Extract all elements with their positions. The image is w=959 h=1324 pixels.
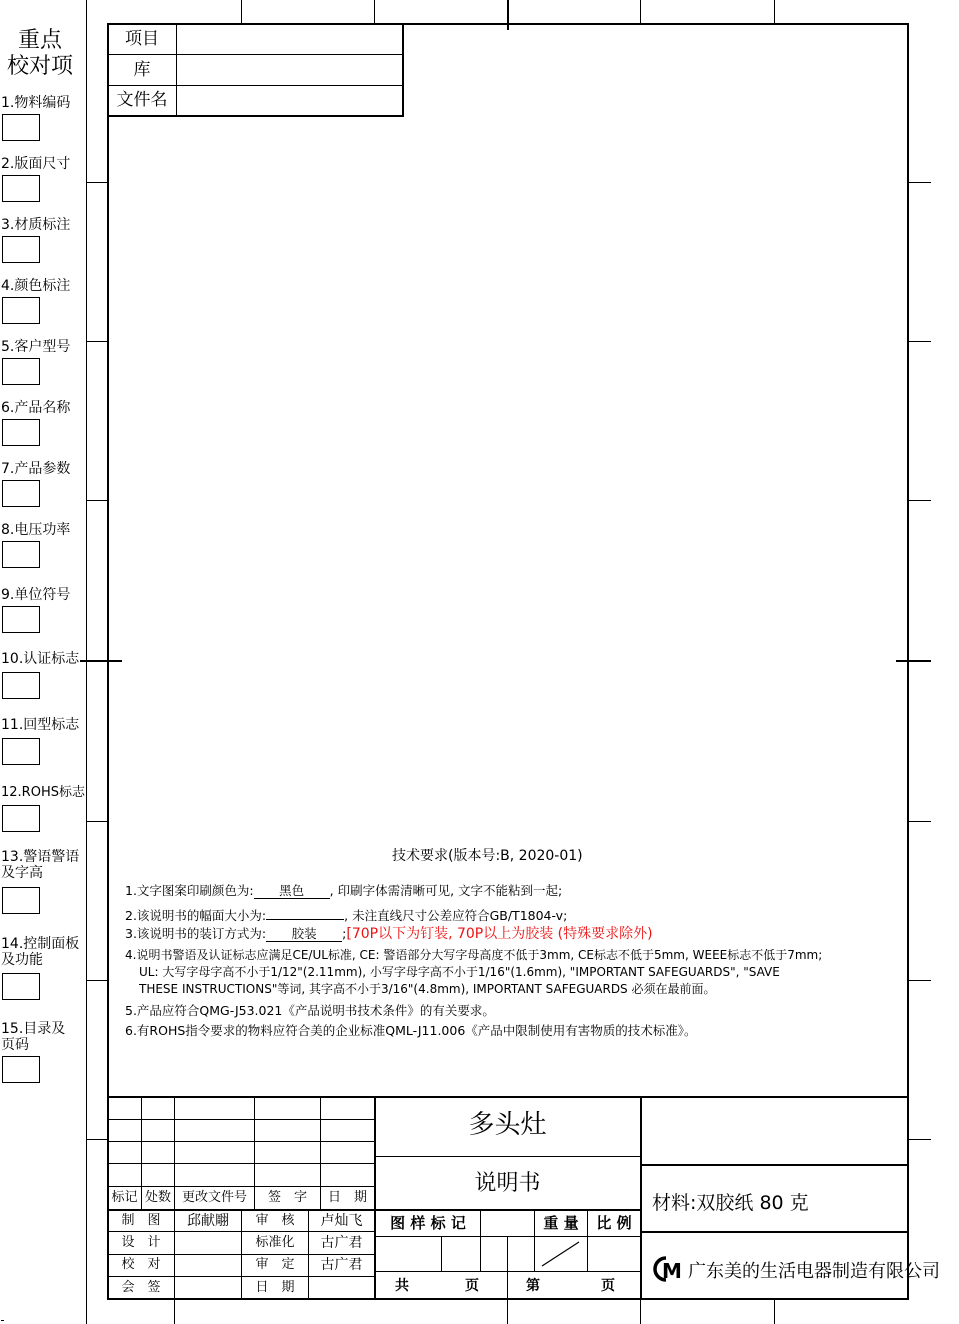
zone-tick	[86, 182, 107, 183]
check-box[interactable]	[2, 541, 40, 568]
info-filename-label: 文件名	[116, 90, 168, 110]
drawing-frame	[107, 23, 909, 1300]
zone-tick	[909, 182, 931, 183]
checklist-label: 12.ROHS标志	[1, 785, 85, 800]
checklist-label: 8.电压功率	[1, 522, 71, 538]
req-1	[125, 883, 562, 899]
req-2-prefix: 2.该说明书的幅面大小为:	[125, 908, 267, 923]
checklist-label: 15.目录及	[1, 1021, 66, 1037]
zone-tick	[86, 500, 107, 501]
req-4-line1: 4.说明书警语及认证标志应满足CE/UL标准, CE: 警语部分大写字母高度不低于3mm, CE标志不低于5mm, WEEE标志不低于7mm;	[125, 948, 823, 962]
checklist-label: 9.单位符号	[1, 587, 71, 603]
center-mark	[896, 660, 931, 662]
req-5: 5.产品应符合QMG-J53.021《产品说明书技术条件》的有关要求。	[125, 1003, 495, 1018]
zone-tick	[909, 341, 931, 342]
info-box-divider	[107, 54, 404, 55]
checklist-label: 2.版面尺寸	[1, 156, 71, 172]
checklist-label: 11.回型标志	[1, 717, 80, 733]
svg-text:M: M	[662, 1259, 682, 1283]
grid-line	[375, 1156, 641, 1157]
center-mark	[80, 660, 122, 662]
role-name: 古广君	[320, 1235, 363, 1251]
req-2-value	[266, 905, 344, 920]
midea-logo-icon	[652, 1255, 686, 1283]
req-1-prefix: 1.文字图案印刷颜色为:	[125, 883, 254, 898]
grid-line	[375, 1209, 641, 1211]
grid-line	[507, 1271, 508, 1300]
checklist-label: 1.物料编码	[1, 95, 71, 111]
req-3	[125, 926, 653, 942]
grid-line	[640, 1097, 642, 1300]
req-3-suffix: ;	[342, 926, 347, 941]
check-box[interactable]	[2, 419, 40, 446]
zone-tick	[909, 980, 931, 981]
req-1-value: 黑色	[254, 884, 330, 899]
check-box[interactable]	[2, 175, 40, 202]
check-box[interactable]	[2, 297, 40, 324]
center-mark	[507, 0, 509, 30]
checklist-label: 6.产品名称	[1, 400, 71, 416]
page-label: 页	[465, 1278, 479, 1294]
check-box[interactable]	[2, 114, 40, 141]
zone-tick	[774, 0, 775, 23]
zone-tick	[909, 1139, 931, 1140]
side-header-line2: 校对项	[6, 54, 73, 79]
total-label: 共	[395, 1278, 409, 1294]
check-box[interactable]	[2, 805, 40, 832]
slash-mark	[534, 1236, 587, 1271]
info-project-label: 项目	[125, 29, 159, 49]
side-header	[0, 28, 80, 80]
doc-type: 说明书	[474, 1171, 541, 1196]
nth-label: 第	[526, 1278, 540, 1294]
weight-label: 重 量	[543, 1214, 579, 1232]
req-1-suffix: , 印刷字体需清晰可见, 文字不能粘到一起;	[329, 883, 563, 898]
check-box[interactable]	[2, 480, 40, 507]
role-label: 日 期	[255, 1280, 295, 1295]
check-box[interactable]	[2, 236, 40, 263]
role-label: 制 图	[121, 1213, 161, 1228]
title-block-top	[107, 1096, 909, 1098]
hdr-count: 处数	[144, 1190, 171, 1205]
role-name: 古广君	[320, 1257, 363, 1273]
corner-dot	[1, 1320, 4, 1321]
scale-label: 比 例	[596, 1214, 632, 1232]
req-3-note: [70P以下为钉装, 70P以上为胶装 (特殊要求除外)	[346, 926, 653, 942]
grid-line	[107, 1119, 375, 1120]
left-margin-line	[86, 0, 87, 1324]
checklist-label: 14.控制面板	[1, 936, 80, 952]
checklist-label-cont: 及功能	[1, 952, 43, 968]
page-label-2: 页	[601, 1278, 615, 1294]
tech-title: 技术要求(版本号:B, 2020-01)	[392, 848, 583, 864]
grid-line	[107, 1163, 375, 1164]
check-box[interactable]	[2, 606, 40, 633]
company-name: 广东美的生活电器制造有限公司	[688, 1261, 940, 1282]
grid-line	[441, 1236, 442, 1271]
product-name: 多头灶	[468, 1110, 547, 1140]
check-box[interactable]	[2, 358, 40, 385]
material-spec: 材料:双胶纸 80 克	[652, 1192, 809, 1214]
check-box[interactable]	[2, 1056, 40, 1083]
zone-tick	[374, 0, 375, 23]
check-box[interactable]	[2, 738, 40, 765]
checklist-label-cont: 及字高	[1, 865, 43, 881]
check-box[interactable]	[2, 973, 40, 1000]
checklist-label: 5.客户型号	[1, 339, 71, 355]
checklist-label: 4.颜色标注	[1, 278, 71, 294]
hdr-doc-no: 更改文件号	[181, 1190, 247, 1205]
side-header-line1: 重点	[17, 28, 62, 53]
zone-tick	[174, 1300, 175, 1324]
zone-tick	[507, 1300, 508, 1324]
role-label: 校 对	[121, 1257, 161, 1272]
role-label: 审 定	[255, 1257, 295, 1272]
grid-line	[507, 1236, 508, 1271]
info-box-divider	[176, 23, 177, 117]
req-4-line2: UL: 大写字母字高不小于1/12"(2.11mm), 小写字母字高不小于1/16"(1.6mm), "IMPORTANT SAFEGUARDS", "SAVE	[139, 965, 780, 979]
role-label: 设 计	[121, 1235, 161, 1250]
zone-tick	[909, 500, 931, 501]
req-2-suffix: , 未注直线尺寸公差应符合GB/T1804-v;	[344, 908, 568, 923]
req-3-prefix: 3.该说明书的装订方式为:	[125, 926, 267, 941]
zone-tick	[774, 1300, 775, 1324]
zone-tick	[86, 821, 107, 822]
checklist-label-cont: 页码	[1, 1037, 29, 1053]
zone-tick	[241, 0, 242, 23]
role-label: 标准化	[255, 1235, 295, 1250]
check-box[interactable]	[2, 672, 40, 699]
info-library-label: 库	[133, 60, 151, 80]
checklist-label: 10.认证标志	[1, 651, 80, 667]
zone-tick	[86, 1139, 107, 1140]
checklist-label: 7.产品参数	[1, 461, 71, 477]
checklist-label: 3.材质标注	[1, 217, 71, 233]
req-4-line3: THESE INSTRUCTIONS"等词, 其字高不小于3/16"(4.8mm), IMPORTANT SAFEGUARDS 必须在最前面。	[139, 982, 716, 996]
req-2	[125, 905, 567, 924]
role-name: 卢灿飞	[320, 1213, 363, 1229]
req-3-value: 胶装	[266, 927, 342, 942]
grid-line	[480, 1209, 481, 1271]
hdr-mark: 标记	[111, 1190, 138, 1205]
checklist-label: 13.警语警语	[1, 849, 80, 865]
grid-line	[107, 1141, 375, 1142]
grid-line	[375, 1236, 641, 1237]
info-box-divider	[107, 85, 404, 86]
role-label: 审 核	[255, 1213, 295, 1228]
check-box[interactable]	[2, 887, 40, 914]
zone-tick	[640, 0, 641, 23]
grid-line	[641, 1164, 909, 1166]
zone-tick	[86, 341, 107, 342]
drawing-mark-label: 图 样 标 记	[390, 1214, 466, 1232]
hdr-sign: 签 字	[267, 1190, 307, 1205]
req-6: 6.有ROHS指令要求的物料应符合美的企业标准QML-J11.006《产品中限制使用有害物质的技术标准》。	[125, 1023, 697, 1038]
zone-tick	[909, 821, 931, 822]
zone-tick	[640, 1300, 641, 1324]
zone-tick	[86, 980, 107, 981]
grid-line	[375, 1271, 641, 1272]
grid-line	[641, 1231, 909, 1233]
hdr-date: 日 期	[327, 1190, 367, 1205]
role-label: 会 签	[121, 1280, 161, 1295]
role-name: 邱献翢	[187, 1213, 229, 1229]
